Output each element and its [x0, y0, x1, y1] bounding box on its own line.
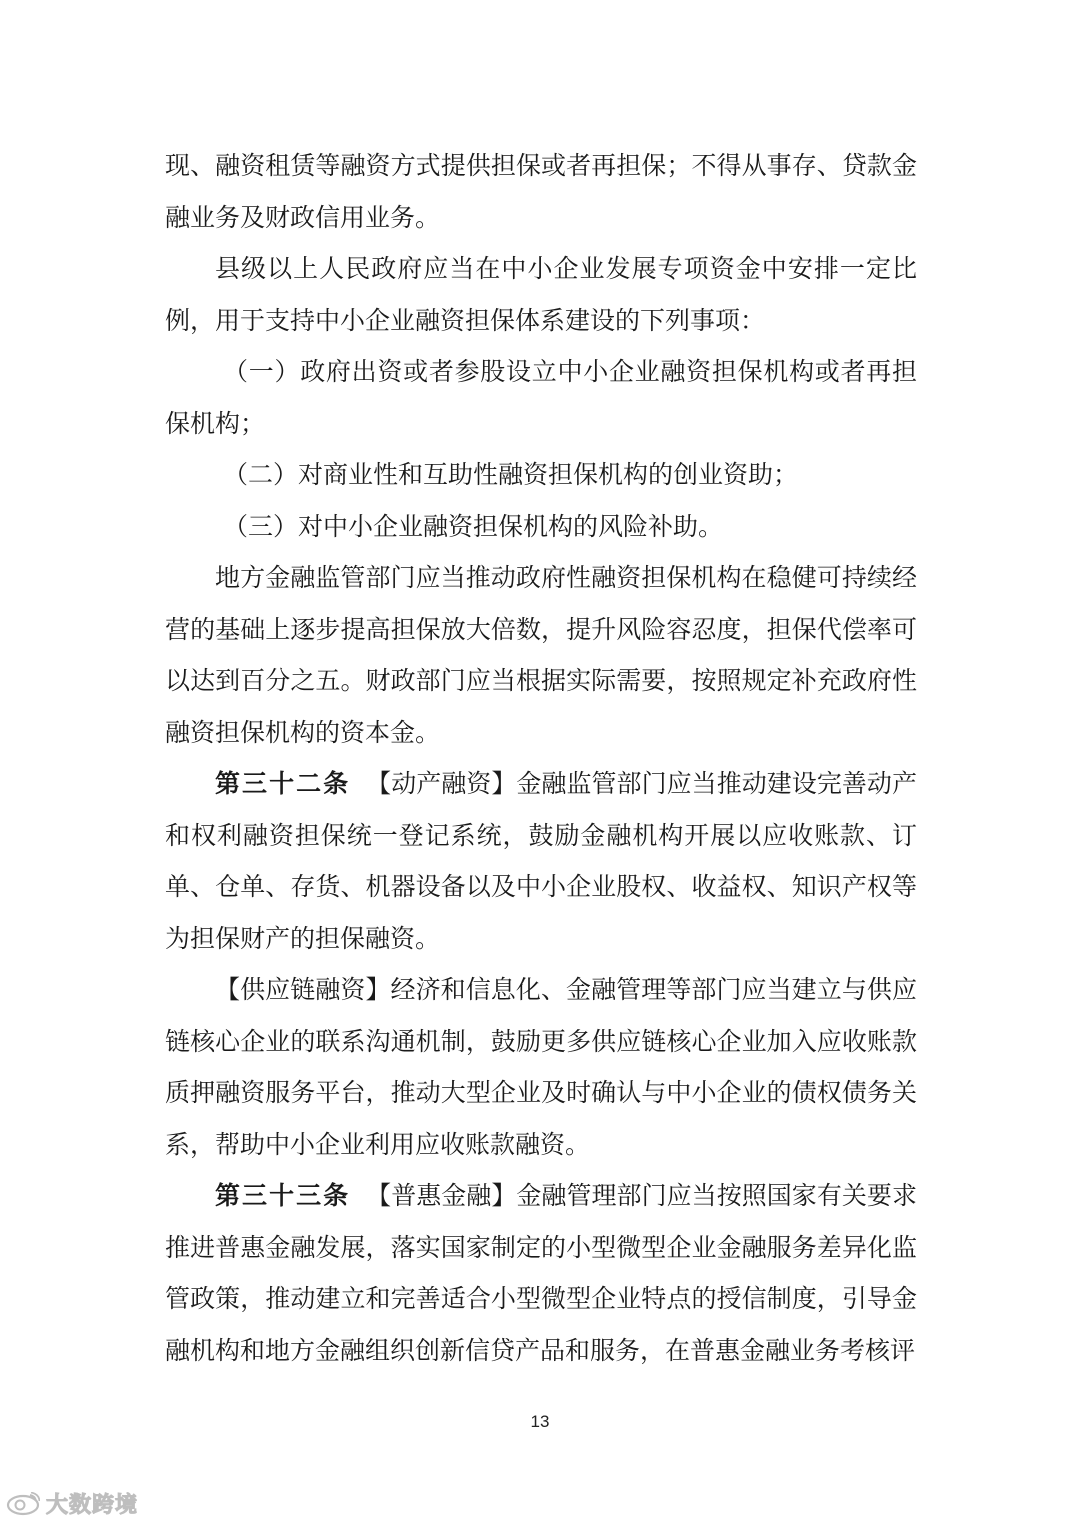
list-item-3: （三）对中小企业融资担保机构的风险补助。: [223, 511, 724, 541]
watermark-text: 大数跨境: [46, 1493, 139, 1518]
weibo-eye-icon: [6, 1492, 40, 1516]
list-item-2: （二）对商业性和互助性融资担保机构的创业资助；: [223, 460, 799, 489]
supply-chain-tag: 【供应链融资】: [215, 975, 391, 1004]
list-item-1: （一）政府出资或者参股设立中小企业融资担保机构或者再担保机构；: [165, 357, 917, 438]
article-32-text: 金融监管部门应当推动建设完善动产和权利融资担保统一登记系统，鼓励金融机构开展以应收账款、订单、仓单、存货、机器设备以及中小企业股权、收益权、知识产权等为担保财产的担保融资。: [165, 769, 917, 953]
document-body: [165, 140, 917, 1376]
paragraph-supply-chain: [165, 964, 917, 1170]
page-number: 13: [530, 1412, 550, 1431]
paragraph-local-finance: 地方金融监管部门应当推动政府性融资担保机构在稳健可持续经营的基础上逐步提高担保放大倍数，提升风险容忍度，担保代偿率可以达到百分之五。财政部门应当根据实际需要，按照规定补充政府性融资担保机构的资本金。: [165, 563, 917, 747]
paragraph-continuation: 现、融资租赁等融资方式提供担保或者再担保；不得从事存、贷款金融业务及财政信用业务。: [165, 151, 917, 232]
article-33-heading: 第三十三条: [215, 1181, 351, 1210]
article-33-text: 金融管理部门应当按照国家有关要求推进普惠金融发展，落实国家制定的小型微型企业金融服务差异化监管政策，推动建立和完善适合小型微型企业特点的授信制度，引导金融机构和地方金融组织创新信贷产品和服务，在普惠金融业务考核评: [165, 1181, 917, 1365]
watermark: [6, 1488, 138, 1519]
supply-chain-text: 经济和信息化、金融管理等部门应当建立与供应链核心企业的联系沟通机制，鼓励更多供应链核心企业加入应收账款质押融资服务平台，推动大型企业及时确认与中小企业的债权债务关系，帮助中小企业利用应收账款融资。: [165, 975, 917, 1159]
article-33: [165, 1170, 917, 1376]
article-32: [165, 758, 917, 964]
paragraph-county-funding: 县级以上人民政府应当在中小企业发展专项资金中安排一定比例，用于支持中小企业融资担保体系建设的下列事项：: [165, 254, 917, 335]
article-spacer: [350, 769, 366, 798]
article-spacer: [350, 1181, 366, 1210]
article-33-tag: 【普惠金融】: [366, 1181, 517, 1210]
article-32-heading: 第三十二条: [215, 769, 351, 798]
article-32-tag: 【动产融资】: [366, 769, 517, 798]
